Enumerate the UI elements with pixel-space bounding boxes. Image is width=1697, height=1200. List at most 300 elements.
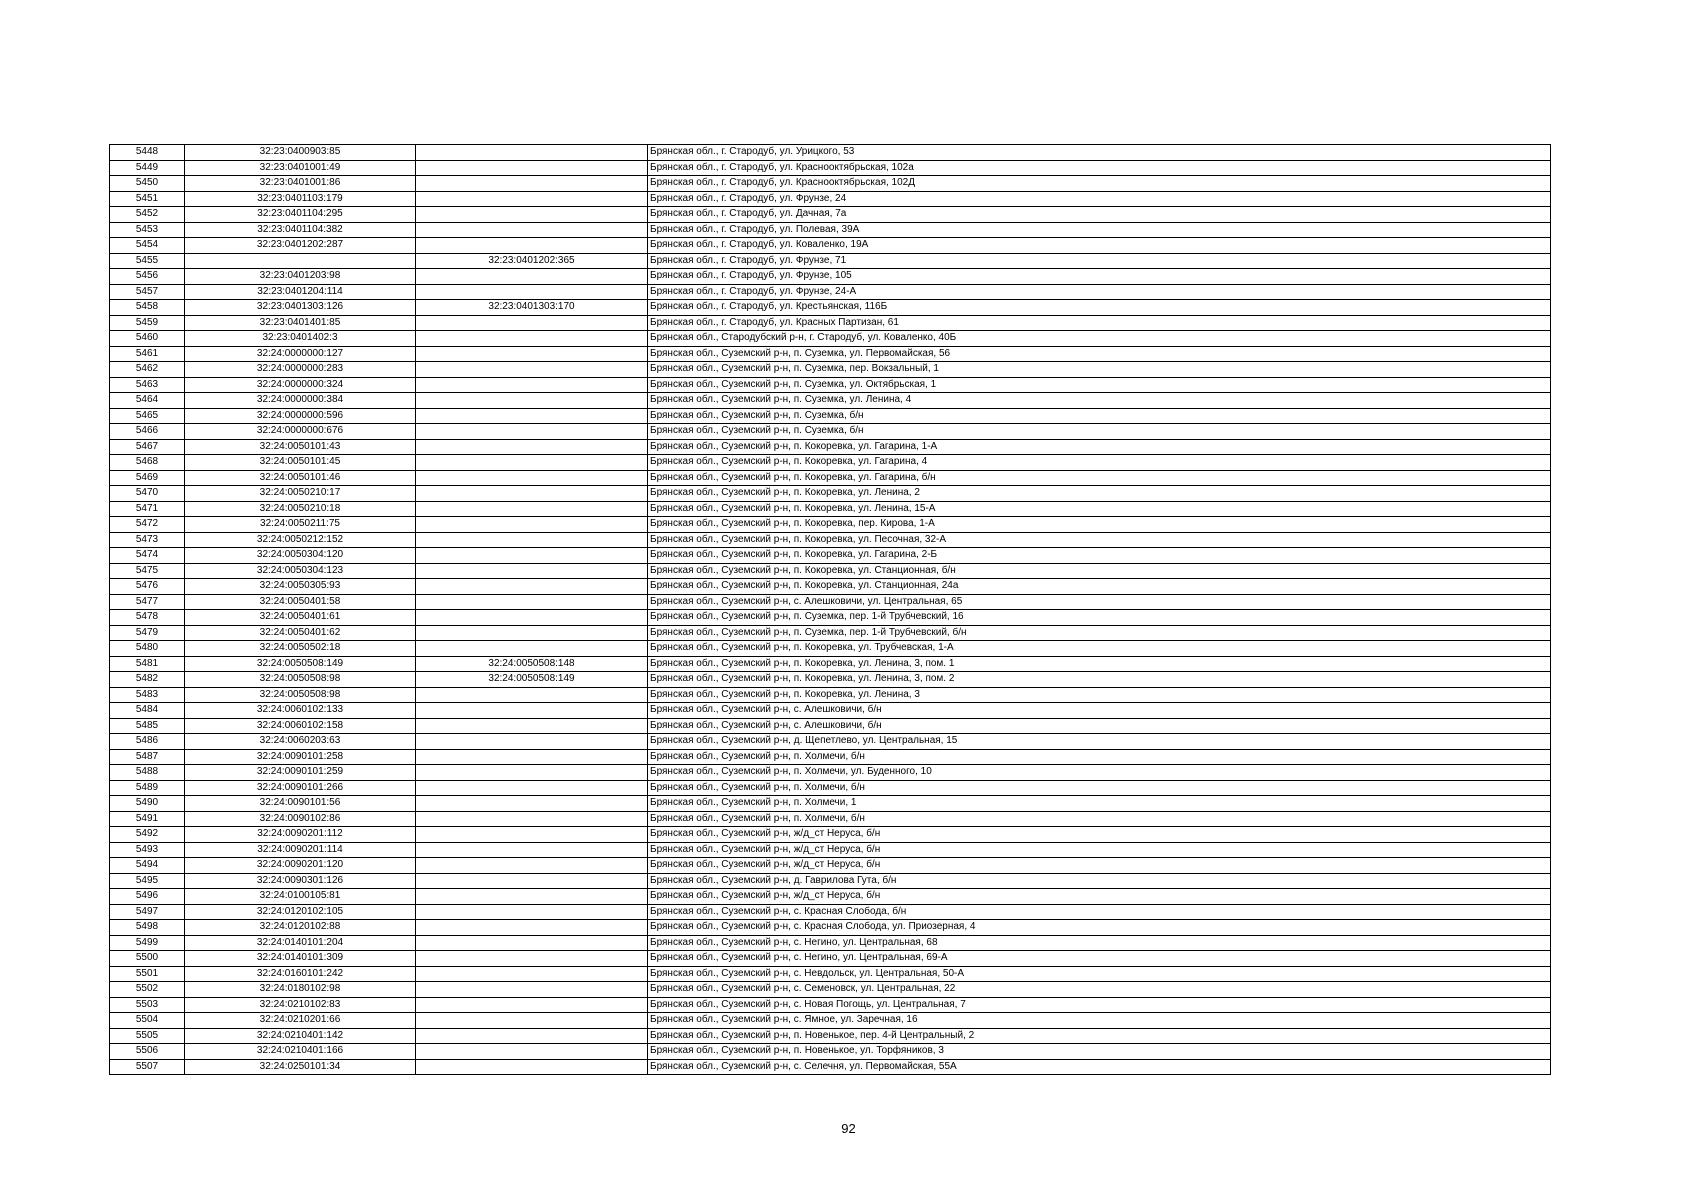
- address-cell: Брянская обл., Суземский р-н, д. Щепетлево, ул. Центральная, 15: [648, 734, 1551, 750]
- cadastral-number-cell: 32:24:0060102:158: [185, 718, 416, 734]
- table-row: [110, 625, 1551, 641]
- secondary-cadastral-number-cell: [416, 269, 648, 285]
- row-number-cell: 5450: [110, 176, 185, 192]
- address-cell: Брянская обл., Суземский р-н, ж/д_ст Неруса, б/н: [648, 842, 1551, 858]
- cadastral-number-cell: 32:23:0401204:114: [185, 284, 416, 300]
- secondary-cadastral-number-cell: [416, 377, 648, 393]
- address-cell: Брянская обл., Суземский р-н, п. Холмечи, ул. Буденного, 10: [648, 765, 1551, 781]
- address-cell: Брянская обл., Суземский р-н, п. Кокоревка, ул. Гагарина, 4: [648, 455, 1551, 471]
- secondary-cadastral-number-cell: [416, 439, 648, 455]
- table-row: [110, 827, 1551, 843]
- cadastral-number-cell: 32:23:0401103:179: [185, 191, 416, 207]
- address-cell: Брянская обл., г. Стародуб, ул. Коваленко, 19А: [648, 238, 1551, 254]
- address-cell: Брянская обл., г. Стародуб, ул. Крестьянская, 116Б: [648, 300, 1551, 316]
- cadastral-number-cell: 32:24:0180102:98: [185, 982, 416, 998]
- secondary-cadastral-number-cell: [416, 873, 648, 889]
- row-number-cell: 5456: [110, 269, 185, 285]
- secondary-cadastral-number-cell: [416, 455, 648, 471]
- address-cell: Брянская обл., Суземский р-н, с. Ямное, ул. Заречная, 16: [648, 1013, 1551, 1029]
- secondary-cadastral-number-cell: [416, 548, 648, 564]
- table-row: [110, 811, 1551, 827]
- cadastral-number-cell: 32:23:0401104:382: [185, 222, 416, 238]
- row-number-cell: 5473: [110, 532, 185, 548]
- cadastral-number-cell: 32:24:0050101:46: [185, 470, 416, 486]
- cadastral-number-cell: 32:24:0050211:75: [185, 517, 416, 533]
- secondary-cadastral-number-cell: [416, 796, 648, 812]
- table-row: [110, 315, 1551, 331]
- address-cell: Брянская обл., Суземский р-н, п. Кокоревка, ул. Ленина, 3: [648, 687, 1551, 703]
- secondary-cadastral-number-cell: [416, 842, 648, 858]
- secondary-cadastral-number-cell: 32:24:0050508:149: [416, 672, 648, 688]
- secondary-cadastral-number-cell: [416, 625, 648, 641]
- address-cell: Брянская обл., Суземский р-н, п. Кокоревка, ул. Трубчевская, 1-А: [648, 641, 1551, 657]
- table-row: [110, 145, 1551, 161]
- address-cell: Брянская обл., Суземский р-н, п. Кокоревка, ул. Станционная, 24а: [648, 579, 1551, 595]
- table-row: [110, 253, 1551, 269]
- secondary-cadastral-number-cell: [416, 1013, 648, 1029]
- secondary-cadastral-number-cell: [416, 780, 648, 796]
- table-row: [110, 579, 1551, 595]
- address-cell: Брянская обл., Суземский р-н, п. Кокоревка, ул. Ленина, 2: [648, 486, 1551, 502]
- address-cell: Брянская обл., Суземский р-н, с. Алешковичи, ул. Центральная, 65: [648, 594, 1551, 610]
- secondary-cadastral-number-cell: [416, 997, 648, 1013]
- address-cell: Брянская обл., Суземский р-н, с. Семеновск, ул. Центральная, 22: [648, 982, 1551, 998]
- row-number-cell: 5480: [110, 641, 185, 657]
- table-row: [110, 362, 1551, 378]
- row-number-cell: 5507: [110, 1059, 185, 1075]
- table-row: [110, 1044, 1551, 1060]
- row-number-cell: 5476: [110, 579, 185, 595]
- address-cell: Брянская обл., Суземский р-н, п. Кокоревка, ул. Гагарина, 1-А: [648, 439, 1551, 455]
- address-cell: Брянская обл., Суземский р-н, п. Суземка, б/н: [648, 424, 1551, 440]
- row-number-cell: 5465: [110, 408, 185, 424]
- table-row: [110, 889, 1551, 905]
- cadastral-number-cell: 32:24:0090201:114: [185, 842, 416, 858]
- row-number-cell: 5479: [110, 625, 185, 641]
- secondary-cadastral-number-cell: 32:23:0401303:170: [416, 300, 648, 316]
- table-row: [110, 160, 1551, 176]
- address-cell: Брянская обл., г. Стародуб, ул. Красных Партизан, 61: [648, 315, 1551, 331]
- cadastral-number-cell: 32:24:0090101:258: [185, 749, 416, 765]
- table-row: [110, 749, 1551, 765]
- row-number-cell: 5457: [110, 284, 185, 300]
- cadastral-number-cell: 32:23:0400903:85: [185, 145, 416, 161]
- address-cell: Брянская обл., Суземский р-н, п. Холмечи, б/н: [648, 749, 1551, 765]
- cadastral-number-cell: 32:24:0000000:127: [185, 346, 416, 362]
- secondary-cadastral-number-cell: [416, 641, 648, 657]
- secondary-cadastral-number-cell: [416, 315, 648, 331]
- row-number-cell: 5504: [110, 1013, 185, 1029]
- table-row: [110, 470, 1551, 486]
- cadastral-number-cell: 32:24:0050401:58: [185, 594, 416, 610]
- row-number-cell: 5499: [110, 935, 185, 951]
- address-cell: Брянская обл., Суземский р-н, п. Кокоревка, ул. Ленина, 3, пом. 2: [648, 672, 1551, 688]
- table-row: [110, 176, 1551, 192]
- cadastral-number-cell: 32:24:0140101:309: [185, 951, 416, 967]
- cadastral-number-cell: 32:24:0210201:66: [185, 1013, 416, 1029]
- address-cell: Брянская обл., Стародубский р-н, г. Стародуб, ул. Коваленко, 40Б: [648, 331, 1551, 347]
- address-cell: Брянская обл., Суземский р-н, п. Суземка, пер. Вокзальный, 1: [648, 362, 1551, 378]
- row-number-cell: 5497: [110, 904, 185, 920]
- cadastral-number-cell: 32:24:0050305:93: [185, 579, 416, 595]
- table-row: [110, 207, 1551, 223]
- secondary-cadastral-number-cell: [416, 517, 648, 533]
- address-cell: Брянская обл., Суземский р-н, п. Новенькое, пер. 4-й Центральный, 2: [648, 1028, 1551, 1044]
- address-cell: Брянская обл., Суземский р-н, п. Кокоревка, пер. Кирова, 1-А: [648, 517, 1551, 533]
- secondary-cadastral-number-cell: [416, 563, 648, 579]
- row-number-cell: 5484: [110, 703, 185, 719]
- row-number-cell: 5505: [110, 1028, 185, 1044]
- secondary-cadastral-number-cell: [416, 827, 648, 843]
- address-cell: Брянская обл., г. Стародуб, ул. Фрунзе, 71: [648, 253, 1551, 269]
- address-cell: Брянская обл., Суземский р-н, с. Красная Слобода, б/н: [648, 904, 1551, 920]
- cadastral-number-cell: 32:24:0050212:152: [185, 532, 416, 548]
- table-row: [110, 858, 1551, 874]
- cadastral-number-cell: 32:23:0401401:85: [185, 315, 416, 331]
- cadastral-number-cell: 32:24:0050508:149: [185, 656, 416, 672]
- address-cell: Брянская обл., г. Стародуб, ул. Краснооктябрьская, 102Д: [648, 176, 1551, 192]
- address-cell: Брянская обл., г. Стародуб, ул. Фрунзе, 24-А: [648, 284, 1551, 300]
- secondary-cadastral-number-cell: [416, 579, 648, 595]
- secondary-cadastral-number-cell: [416, 858, 648, 874]
- table-row: [110, 920, 1551, 936]
- row-number-cell: 5454: [110, 238, 185, 254]
- table-row: [110, 734, 1551, 750]
- secondary-cadastral-number-cell: [416, 920, 648, 936]
- row-number-cell: 5474: [110, 548, 185, 564]
- row-number-cell: 5491: [110, 811, 185, 827]
- table-row: [110, 439, 1551, 455]
- cadastral-number-cell: 32:24:0050101:43: [185, 439, 416, 455]
- secondary-cadastral-number-cell: [416, 734, 648, 750]
- table-row: [110, 966, 1551, 982]
- secondary-cadastral-number-cell: [416, 238, 648, 254]
- secondary-cadastral-number-cell: [416, 393, 648, 409]
- secondary-cadastral-number-cell: [416, 207, 648, 223]
- table-row: [110, 796, 1551, 812]
- table-row: [110, 718, 1551, 734]
- row-number-cell: 5469: [110, 470, 185, 486]
- row-number-cell: 5461: [110, 346, 185, 362]
- table-row: [110, 269, 1551, 285]
- row-number-cell: 5449: [110, 160, 185, 176]
- address-cell: Брянская обл., Суземский р-н, п. Суземка, б/н: [648, 408, 1551, 424]
- address-cell: Брянская обл., Суземский р-н, п. Суземка, пер. 1-й Трубчевский, 16: [648, 610, 1551, 626]
- row-number-cell: 5481: [110, 656, 185, 672]
- address-cell: Брянская обл., г. Стародуб, ул. Фрунзе, 105: [648, 269, 1551, 285]
- table-row: [110, 765, 1551, 781]
- secondary-cadastral-number-cell: [416, 331, 648, 347]
- table-row: [110, 377, 1551, 393]
- row-number-cell: 5492: [110, 827, 185, 843]
- cadastral-number-cell: 32:24:0060203:63: [185, 734, 416, 750]
- secondary-cadastral-number-cell: [416, 191, 648, 207]
- cadastral-number-cell: 32:23:0401001:49: [185, 160, 416, 176]
- table-row: [110, 1059, 1551, 1075]
- cadastral-number-cell: 32:24:0090101:56: [185, 796, 416, 812]
- secondary-cadastral-number-cell: [416, 470, 648, 486]
- page-number: 92: [841, 1121, 856, 1136]
- cadastral-number-cell: 32:24:0140101:204: [185, 935, 416, 951]
- table-row: [110, 951, 1551, 967]
- address-cell: Брянская обл., Суземский р-н, п. Кокоревка, ул. Ленина, 3, пом. 1: [648, 656, 1551, 672]
- row-number-cell: 5459: [110, 315, 185, 331]
- cadastral-number-cell: 32:24:0060102:133: [185, 703, 416, 719]
- property-table-body: [110, 145, 1551, 1075]
- row-number-cell: 5451: [110, 191, 185, 207]
- table-row: [110, 408, 1551, 424]
- row-number-cell: 5467: [110, 439, 185, 455]
- table-row: [110, 703, 1551, 719]
- cadastral-number-cell: 32:24:0000000:596: [185, 408, 416, 424]
- row-number-cell: 5488: [110, 765, 185, 781]
- row-number-cell: 5466: [110, 424, 185, 440]
- secondary-cadastral-number-cell: [416, 966, 648, 982]
- cadastral-number-cell: 32:23:0401001:86: [185, 176, 416, 192]
- address-cell: Брянская обл., Суземский р-н, п. Кокоревка, ул. Гагарина, 2-Б: [648, 548, 1551, 564]
- row-number-cell: 5478: [110, 610, 185, 626]
- secondary-cadastral-number-cell: [416, 982, 648, 998]
- table-row: [110, 997, 1551, 1013]
- table-row: [110, 424, 1551, 440]
- secondary-cadastral-number-cell: [416, 176, 648, 192]
- address-cell: Брянская обл., Суземский р-н, п. Холмечи, б/н: [648, 780, 1551, 796]
- cadastral-number-cell: 32:24:0050401:62: [185, 625, 416, 641]
- address-cell: Брянская обл., Суземский р-н, с. Алешковичи, б/н: [648, 703, 1551, 719]
- address-cell: Брянская обл., Суземский р-н, п. Кокоревка, ул. Гагарина, б/н: [648, 470, 1551, 486]
- cadastral-number-cell: 32:24:0210401:166: [185, 1044, 416, 1060]
- address-cell: Брянская обл., Суземский р-н, ж/д_ст Неруса, б/н: [648, 827, 1551, 843]
- table-row: [110, 455, 1551, 471]
- cadastral-number-cell: 32:24:0000000:384: [185, 393, 416, 409]
- cadastral-number-cell: 32:24:0050210:17: [185, 486, 416, 502]
- secondary-cadastral-number-cell: [416, 346, 648, 362]
- row-number-cell: 5485: [110, 718, 185, 734]
- secondary-cadastral-number-cell: 32:24:0050508:148: [416, 656, 648, 672]
- row-number-cell: 5494: [110, 858, 185, 874]
- row-number-cell: 5471: [110, 501, 185, 517]
- row-number-cell: 5477: [110, 594, 185, 610]
- address-cell: Брянская обл., Суземский р-н, ж/д_ст Неруса, б/н: [648, 889, 1551, 905]
- cadastral-number-cell: 32:24:0250101:34: [185, 1059, 416, 1075]
- address-cell: Брянская обл., г. Стародуб, ул. Краснооктябрьская, 102а: [648, 160, 1551, 176]
- cadastral-number-cell: 32:24:0050304:120: [185, 548, 416, 564]
- secondary-cadastral-number-cell: [416, 532, 648, 548]
- table-row: [110, 610, 1551, 626]
- secondary-cadastral-number-cell: [416, 610, 648, 626]
- cadastral-number-cell: 32:24:0090102:86: [185, 811, 416, 827]
- address-cell: Брянская обл., г. Стародуб, ул. Дачная, 7а: [648, 207, 1551, 223]
- address-cell: Брянская обл., Суземский р-н, с. Негино, ул. Центральная, 69-А: [648, 951, 1551, 967]
- table-row: [110, 1028, 1551, 1044]
- table-row: [110, 656, 1551, 672]
- address-cell: Брянская обл., Суземский р-н, п. Холмечи, б/н: [648, 811, 1551, 827]
- cadastral-number-cell: 32:24:0090101:266: [185, 780, 416, 796]
- table-row: [110, 641, 1551, 657]
- row-number-cell: 5464: [110, 393, 185, 409]
- table-row: [110, 687, 1551, 703]
- table-row: [110, 284, 1551, 300]
- row-number-cell: 5487: [110, 749, 185, 765]
- row-number-cell: 5462: [110, 362, 185, 378]
- cadastral-number-cell: 32:24:0000000:676: [185, 424, 416, 440]
- table-row: [110, 842, 1551, 858]
- row-number-cell: 5506: [110, 1044, 185, 1060]
- address-cell: Брянская обл., Суземский р-н, п. Кокоревка, ул. Станционная, б/н: [648, 563, 1551, 579]
- secondary-cadastral-number-cell: [416, 145, 648, 161]
- cadastral-number-cell: 32:24:0210401:142: [185, 1028, 416, 1044]
- row-number-cell: 5468: [110, 455, 185, 471]
- secondary-cadastral-number-cell: [416, 749, 648, 765]
- cadastral-number-cell: 32:24:0000000:283: [185, 362, 416, 378]
- secondary-cadastral-number-cell: [416, 408, 648, 424]
- cadastral-number-cell: 32:23:0401303:126: [185, 300, 416, 316]
- row-number-cell: 5496: [110, 889, 185, 905]
- row-number-cell: 5475: [110, 563, 185, 579]
- secondary-cadastral-number-cell: [416, 594, 648, 610]
- table-row: [110, 501, 1551, 517]
- secondary-cadastral-number-cell: [416, 424, 648, 440]
- secondary-cadastral-number-cell: [416, 703, 648, 719]
- address-cell: Брянская обл., Суземский р-н, п. Суземка, ул. Первомайская, 56: [648, 346, 1551, 362]
- table-row: [110, 873, 1551, 889]
- property-table: [109, 144, 1551, 1075]
- row-number-cell: 5455: [110, 253, 185, 269]
- cadastral-number-cell: 32:24:0120102:105: [185, 904, 416, 920]
- row-number-cell: 5498: [110, 920, 185, 936]
- cadastral-number-cell: 32:24:0050508:98: [185, 672, 416, 688]
- cadastral-number-cell: 32:24:0090201:120: [185, 858, 416, 874]
- cadastral-number-cell: 32:24:0050502:18: [185, 641, 416, 657]
- row-number-cell: 5490: [110, 796, 185, 812]
- secondary-cadastral-number-cell: [416, 222, 648, 238]
- cadastral-number-cell: 32:24:0090201:112: [185, 827, 416, 843]
- address-cell: Брянская обл., Суземский р-н, п. Холмечи, 1: [648, 796, 1551, 812]
- cadastral-number-cell: 32:24:0160101:242: [185, 966, 416, 982]
- cadastral-number-cell: 32:24:0050304:123: [185, 563, 416, 579]
- table-row: [110, 346, 1551, 362]
- table-row: [110, 300, 1551, 316]
- table-row: [110, 594, 1551, 610]
- row-number-cell: 5453: [110, 222, 185, 238]
- table-row: [110, 904, 1551, 920]
- secondary-cadastral-number-cell: [416, 718, 648, 734]
- row-number-cell: 5502: [110, 982, 185, 998]
- address-cell: Брянская обл., Суземский р-н, п. Суземка, ул. Октябрьская, 1: [648, 377, 1551, 393]
- table-row: [110, 191, 1551, 207]
- secondary-cadastral-number-cell: [416, 362, 648, 378]
- address-cell: Брянская обл., Суземский р-н, д. Гаврилова Гута, б/н: [648, 873, 1551, 889]
- cadastral-number-cell: 32:24:0100105:81: [185, 889, 416, 905]
- table-row: [110, 532, 1551, 548]
- row-number-cell: 5486: [110, 734, 185, 750]
- table-row: [110, 486, 1551, 502]
- address-cell: Брянская обл., Суземский р-н, с. Красная Слобода, ул. Приозерная, 4: [648, 920, 1551, 936]
- cadastral-number-cell: 32:24:0050210:18: [185, 501, 416, 517]
- table-row: [110, 935, 1551, 951]
- secondary-cadastral-number-cell: [416, 160, 648, 176]
- secondary-cadastral-number-cell: [416, 687, 648, 703]
- table-row: [110, 982, 1551, 998]
- row-number-cell: 5460: [110, 331, 185, 347]
- address-cell: Брянская обл., Суземский р-н, п. Суземка, ул. Ленина, 4: [648, 393, 1551, 409]
- row-number-cell: 5458: [110, 300, 185, 316]
- table-row: [110, 548, 1551, 564]
- table-row: [110, 517, 1551, 533]
- cadastral-number-cell: [185, 253, 416, 269]
- row-number-cell: 5472: [110, 517, 185, 533]
- table-row: [110, 780, 1551, 796]
- table-row: [110, 393, 1551, 409]
- address-cell: Брянская обл., Суземский р-н, ж/д_ст Неруса, б/н: [648, 858, 1551, 874]
- cadastral-number-cell: 32:24:0050508:98: [185, 687, 416, 703]
- secondary-cadastral-number-cell: [416, 1044, 648, 1060]
- secondary-cadastral-number-cell: [416, 811, 648, 827]
- cadastral-number-cell: 32:24:0090301:126: [185, 873, 416, 889]
- address-cell: Брянская обл., Суземский р-н, с. Новая Погощь, ул. Центральная, 7: [648, 997, 1551, 1013]
- address-cell: Брянская обл., г. Стародуб, ул. Полевая, 39А: [648, 222, 1551, 238]
- row-number-cell: 5483: [110, 687, 185, 703]
- address-cell: Брянская обл., Суземский р-н, п. Кокоревка, ул. Песочная, 32-А: [648, 532, 1551, 548]
- address-cell: Брянская обл., Суземский р-н, с. Невдольск, ул. Центральная, 50-А: [648, 966, 1551, 982]
- cadastral-number-cell: 32:24:0000000:324: [185, 377, 416, 393]
- address-cell: Брянская обл., Суземский р-н, п. Суземка, пер. 1-й Трубчевский, б/н: [648, 625, 1551, 641]
- secondary-cadastral-number-cell: [416, 501, 648, 517]
- address-cell: Брянская обл., Суземский р-н, с. Алешковичи, б/н: [648, 718, 1551, 734]
- cadastral-number-cell: 32:24:0120102:88: [185, 920, 416, 936]
- secondary-cadastral-number-cell: [416, 889, 648, 905]
- row-number-cell: 5503: [110, 997, 185, 1013]
- address-cell: Брянская обл., Суземский р-н, п. Кокоревка, ул. Ленина, 15-А: [648, 501, 1551, 517]
- secondary-cadastral-number-cell: [416, 765, 648, 781]
- row-number-cell: 5489: [110, 780, 185, 796]
- row-number-cell: 5493: [110, 842, 185, 858]
- row-number-cell: 5495: [110, 873, 185, 889]
- table-row: [110, 563, 1551, 579]
- row-number-cell: 5470: [110, 486, 185, 502]
- address-cell: Брянская обл., г. Стародуб, ул. Урицкого, 53: [648, 145, 1551, 161]
- secondary-cadastral-number-cell: [416, 1028, 648, 1044]
- address-cell: Брянская обл., г. Стародуб, ул. Фрунзе, 24: [648, 191, 1551, 207]
- table-row: [110, 672, 1551, 688]
- cadastral-number-cell: 32:24:0210102:83: [185, 997, 416, 1013]
- secondary-cadastral-number-cell: [416, 284, 648, 300]
- cadastral-number-cell: 32:23:0401402:3: [185, 331, 416, 347]
- address-cell: Брянская обл., Суземский р-н, с. Селечня, ул. Первомайская, 55А: [648, 1059, 1551, 1075]
- cadastral-number-cell: 32:23:0401104:295: [185, 207, 416, 223]
- cadastral-number-cell: 32:24:0050101:45: [185, 455, 416, 471]
- address-cell: Брянская обл., Суземский р-н, с. Негино, ул. Центральная, 68: [648, 935, 1551, 951]
- row-number-cell: 5501: [110, 966, 185, 982]
- cadastral-number-cell: 32:24:0050401:61: [185, 610, 416, 626]
- secondary-cadastral-number-cell: [416, 951, 648, 967]
- row-number-cell: 5500: [110, 951, 185, 967]
- address-cell: Брянская обл., Суземский р-н, п. Новенькое, ул. Торфяников, 3: [648, 1044, 1551, 1060]
- table-row: [110, 222, 1551, 238]
- secondary-cadastral-number-cell: 32:23:0401202:365: [416, 253, 648, 269]
- cadastral-number-cell: 32:24:0090101:259: [185, 765, 416, 781]
- cadastral-number-cell: 32:23:0401203:98: [185, 269, 416, 285]
- table-row: [110, 238, 1551, 254]
- secondary-cadastral-number-cell: [416, 486, 648, 502]
- table-row: [110, 331, 1551, 347]
- row-number-cell: 5452: [110, 207, 185, 223]
- row-number-cell: 5482: [110, 672, 185, 688]
- row-number-cell: 5463: [110, 377, 185, 393]
- secondary-cadastral-number-cell: [416, 1059, 648, 1075]
- table-row: [110, 1013, 1551, 1029]
- secondary-cadastral-number-cell: [416, 904, 648, 920]
